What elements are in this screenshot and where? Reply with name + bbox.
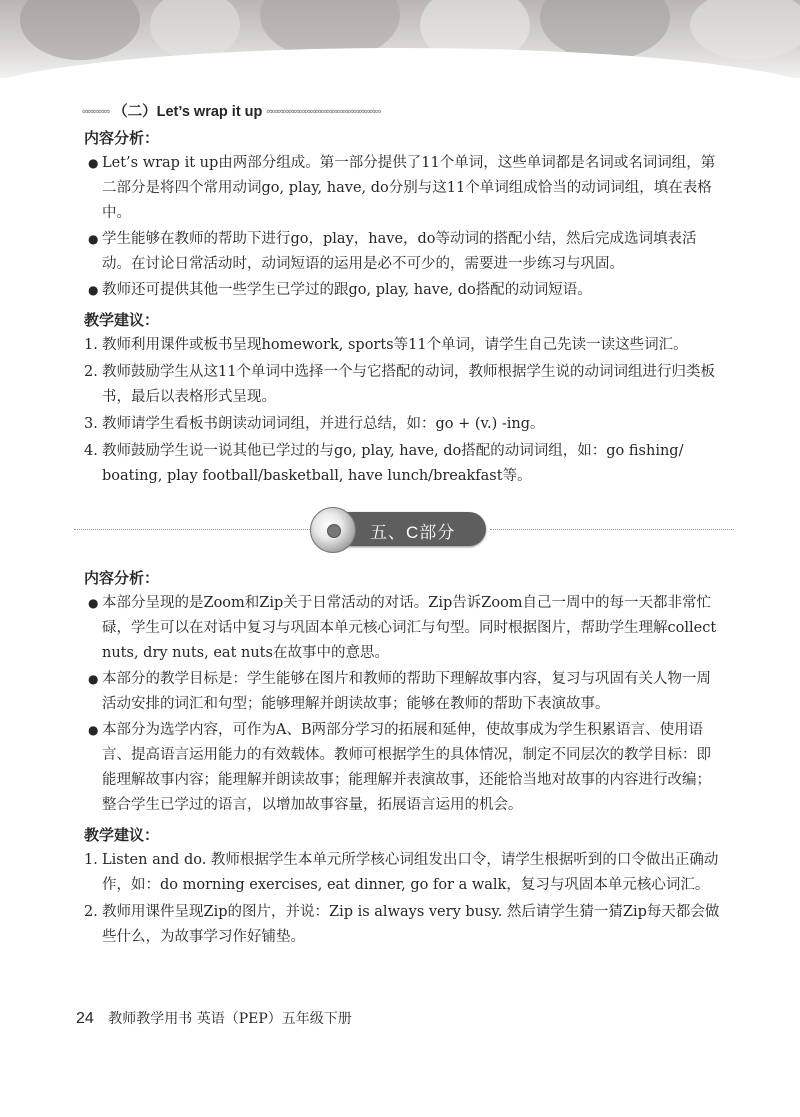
wrap-suggest-heading: 教学建议：	[84, 311, 160, 329]
disc-icon	[310, 507, 356, 553]
list-item: 1. Listen and do. 教师根据学生本单元所学核心词组发出口令，请学生根据听到的口令做出正确动作，如：do morning exercises, eat dinner, go for a walk，复习与巩固本单元核心词汇。	[84, 852, 719, 893]
list-item: 1. 教师利用课件或板书呈现homework, sports等11个单词，请学生自己先读一读这些词汇。	[84, 337, 688, 353]
divider	[490, 529, 734, 530]
partc-analysis-heading: 内容分析：	[84, 569, 160, 587]
decorative-banner	[0, 0, 800, 78]
book-title: 教师教学用书 英语（PEP）五年级下册	[108, 1011, 352, 1027]
bullet-icon: ●	[88, 156, 99, 170]
page-content	[84, 100, 724, 952]
part-c-title: 五、C部分	[370, 523, 456, 542]
part-c-header	[74, 507, 734, 553]
subsection-heading	[82, 100, 724, 121]
list-item: 2. 教师鼓励学生从这11个单词中选择一个与它搭配的动词，教师根据学生说的动词词组进行归类板书，最后以表格形式呈现。	[84, 364, 715, 405]
list-item: 3. 教师请学生看板书朗读动词词组，并进行总结，如：go + (v.) -ing。	[84, 416, 545, 432]
decor-right: ∞∞∞∞∞∞∞∞∞∞∞∞∞∞∞∞∞∞∞∞∞	[266, 105, 381, 116]
list-item: ● 学生能够在教师的帮助下进行go，play，have，do等动词的搭配小结，然后完成选词填表活动。在讨论日常活动时，动词短语的运用是必不可少的，需要进一步练习与巩固。	[84, 227, 724, 277]
list-item: ● Let’s wrap it up由两部分组成。第一部分提供了11个单词，这些单词都是名词或名词词组，第二部分是将四个常用动词go, play, have, do分别与这11个单词组成恰当的动词词组，填在表格中。	[84, 151, 724, 226]
bullet-icon: ●	[88, 232, 99, 246]
bullet-icon: ●	[88, 283, 99, 297]
page-number: 24	[76, 1010, 94, 1027]
subsection-title: （二）Let’s wrap it up	[113, 104, 263, 120]
decor-left: ∞∞∞∞∞	[82, 105, 110, 116]
bullet-icon: ●	[88, 596, 99, 610]
list-item: ● 本部分为选学内容，可作为A、B两部分学习的拓展和延伸，使故事成为学生积累语言、使用语言、提高语言运用能力的有效载体。教师可根据学生的具体情况，制定不同层次的教学目标：即能理解故事内容；能理解并朗读故事；能理解并表演故事，还能恰当地对故事的内容进行改编；整合学生已学过的语言，以增加故事容量，拓展语言运用的机会。	[84, 718, 724, 818]
list-item: ● 本部分呈现的是Zoom和Zip关于日常活动的对话。Zip告诉Zoom自己一周中的每一天都非常忙碌，学生可以在对话中复习与巩固本单元核心词汇与句型。同时根据图片，帮助学生理解collect nuts, dry nuts, eat nuts在故事中的意思。	[84, 591, 724, 666]
page-footer	[76, 1008, 352, 1028]
divider	[74, 529, 310, 530]
list-item: ● 教师还可提供其他一些学生已学过的跟go, play, have, do搭配的动词短语。	[84, 278, 724, 303]
list-item: 4. 教师鼓励学生说一说其他已学过的与go, play, have, do搭配的动词词组，如：go fishing/ boating, play football/basketball, have lunch/breakfast等。	[84, 443, 684, 484]
list-item: 2. 教师用课件呈现Zip的图片，并说：Zip is always very busy. 然后请学生猜一猜Zip每天都会做些什么，为故事学习作好铺垫。	[84, 904, 720, 945]
bullet-icon: ●	[88, 723, 99, 737]
list-item: ● 本部分的教学目标是：学生能够在图片和教师的帮助下理解故事内容，复习与巩固有关人物一周活动安排的词汇和句型；能够理解并朗读故事；能够在教师的帮助下表演故事。	[84, 667, 724, 717]
bullet-icon: ●	[88, 672, 99, 686]
wrap-analysis-heading: 内容分析：	[84, 129, 160, 147]
partc-suggest-heading: 教学建议：	[84, 826, 160, 844]
